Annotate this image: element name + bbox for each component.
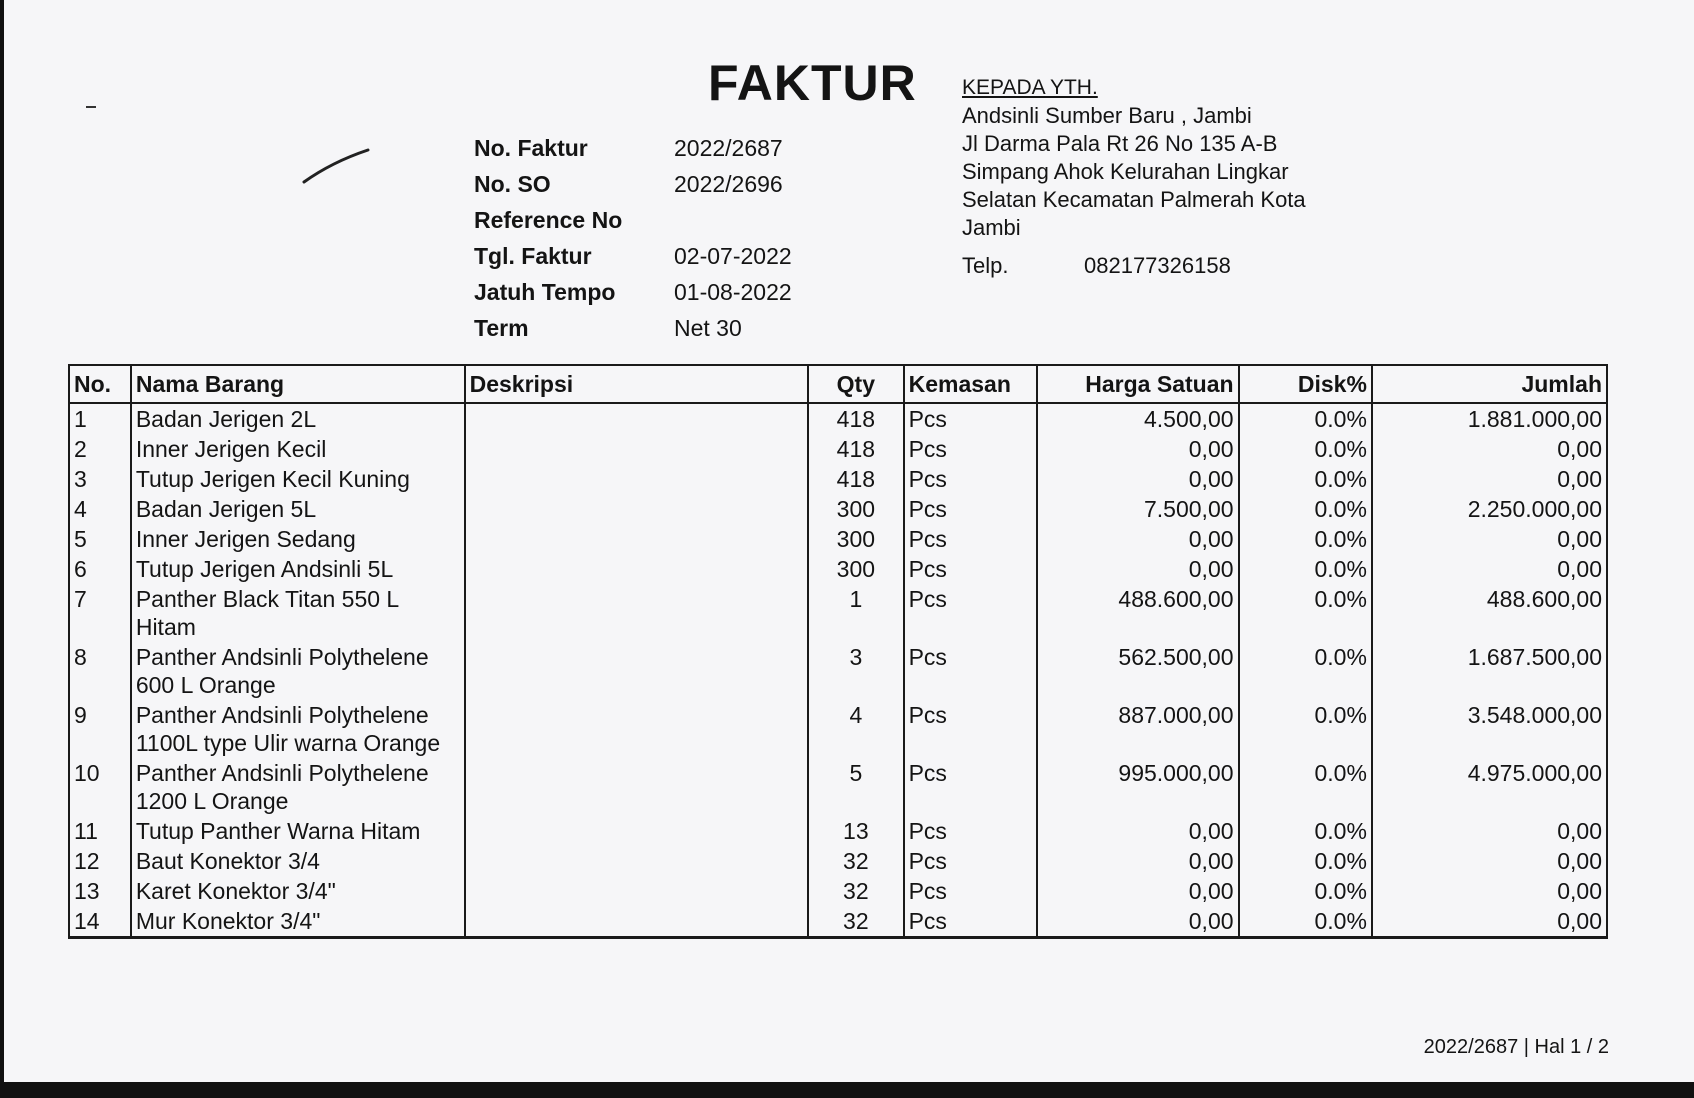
cell-jumlah: 1.881.000,00 (1372, 403, 1607, 434)
header-jumlah: Jumlah (1372, 365, 1607, 403)
cell-harga: 887.000,00 (1037, 700, 1238, 758)
recipient-heading: KEPADA YTH. (962, 76, 1098, 99)
cell-disk: 0.0% (1239, 700, 1372, 758)
cell-kemasan: Pcs (904, 524, 1038, 554)
cell-kemasan: Pcs (904, 642, 1038, 700)
cell-jumlah: 0,00 (1372, 524, 1607, 554)
cell-kemasan: Pcs (904, 584, 1038, 642)
cell-qty: 32 (808, 876, 903, 906)
table-row (69, 816, 1607, 846)
cell-kemasan: Pcs (904, 816, 1038, 846)
cell-no: 9 (69, 700, 131, 758)
cell-kemasan: Pcs (904, 758, 1038, 816)
cell-no: 5 (69, 524, 131, 554)
cell-name: Baut Konektor 3/4 (131, 846, 465, 876)
cell-harga: 0,00 (1037, 876, 1238, 906)
cell-name: Panther Andsinli Polythelene 600 L Orange (131, 642, 465, 700)
cell-name: Panther Andsinli Polythelene 1100L type Ulir warna Orange (131, 700, 465, 758)
header-name: Nama Barang (131, 365, 465, 403)
cell-no: 8 (69, 642, 131, 700)
cell-qty: 300 (808, 494, 903, 524)
meta-row (474, 202, 834, 238)
table-row (69, 642, 1607, 700)
cell-disk: 0.0% (1239, 403, 1372, 434)
cell-harga: 0,00 (1037, 846, 1238, 876)
cell-harga: 4.500,00 (1037, 403, 1238, 434)
cell-kemasan: Pcs (904, 464, 1038, 494)
cell-name: Panther Black Titan 550 L Hitam (131, 584, 465, 642)
cell-no: 4 (69, 494, 131, 524)
cell-name: Panther Andsinli Polythelene 1200 L Orange (131, 758, 465, 816)
table-row (69, 494, 1607, 524)
cell-no: 1 (69, 403, 131, 434)
document-title: FAKTUR (708, 55, 917, 111)
cell-disk: 0.0% (1239, 464, 1372, 494)
cell-no: 14 (69, 906, 131, 938)
header-harga: Harga Satuan (1037, 365, 1238, 403)
cell-qty: 32 (808, 906, 903, 938)
cell-disk: 0.0% (1239, 584, 1372, 642)
meta-value: 2022/2687 (674, 134, 783, 161)
cell-harga: 0,00 (1037, 434, 1238, 464)
cell-name: Tutup Jerigen Andsinli 5L (131, 554, 465, 584)
cell-qty: 32 (808, 846, 903, 876)
cell-no: 11 (69, 816, 131, 846)
cell-harga: 0,00 (1037, 464, 1238, 494)
cell-jumlah: 2.250.000,00 (1372, 494, 1607, 524)
cell-disk: 0.0% (1239, 758, 1372, 816)
meta-label: Jatuh Tempo (474, 278, 616, 305)
cell-kemasan: Pcs (904, 906, 1038, 938)
page-indicator: 2022/2687 | Hal 1 / 2 (1423, 1036, 1609, 1058)
cell-jumlah: 0,00 (1372, 816, 1607, 846)
meta-row (474, 238, 834, 274)
header-disk: Disk% (1239, 365, 1372, 403)
cell-desc (465, 464, 809, 494)
meta-label: No. SO (474, 170, 551, 197)
cell-kemasan: Pcs (904, 876, 1038, 906)
cell-kemasan: Pcs (904, 494, 1038, 524)
meta-value: Net 30 (674, 314, 742, 341)
header-kemasan: Kemasan (904, 365, 1038, 403)
header-desc: Deskripsi (465, 365, 809, 403)
header-qty: Qty (808, 365, 903, 403)
cell-disk: 0.0% (1239, 524, 1372, 554)
cell-desc (465, 403, 809, 434)
cell-no: 3 (69, 464, 131, 494)
cell-harga: 0,00 (1037, 524, 1238, 554)
cell-qty: 418 (808, 464, 903, 494)
cell-desc (465, 554, 809, 584)
cell-desc (465, 816, 809, 846)
cell-qty: 1 (808, 584, 903, 642)
meta-row (474, 274, 834, 310)
cell-no: 10 (69, 758, 131, 816)
cell-harga: 488.600,00 (1037, 584, 1238, 642)
cell-disk: 0.0% (1239, 494, 1372, 524)
table-row (69, 846, 1607, 876)
cell-disk: 0.0% (1239, 846, 1372, 876)
cell-no: 12 (69, 846, 131, 876)
cell-disk: 0.0% (1239, 434, 1372, 464)
cell-qty: 5 (808, 758, 903, 816)
cell-disk: 0.0% (1239, 816, 1372, 846)
cell-jumlah: 0,00 (1372, 846, 1607, 876)
recipient-block (962, 74, 1382, 280)
cell-desc (465, 584, 809, 642)
table-row (69, 524, 1607, 554)
cell-kemasan: Pcs (904, 846, 1038, 876)
cell-desc (465, 494, 809, 524)
cell-harga: 0,00 (1037, 906, 1238, 938)
recipient-address: Jl Darma Pala Rt 26 No 135 A-B Simpang Ahok Kelurahan Lingkar Selatan Kecamatan Palmerah Kota Jambi (962, 131, 1306, 240)
meta-label: Reference No (474, 206, 623, 233)
cell-qty: 418 (808, 434, 903, 464)
cell-desc (465, 846, 809, 876)
table-row (69, 876, 1607, 906)
cell-qty: 4 (808, 700, 903, 758)
cell-jumlah: 0,00 (1372, 464, 1607, 494)
pen-dash-mark (86, 106, 96, 108)
table-row (69, 554, 1607, 584)
table-row (69, 403, 1607, 434)
cell-name: Inner Jerigen Sedang (131, 524, 465, 554)
table-row (69, 584, 1607, 642)
cell-desc (465, 700, 809, 758)
cell-name: Badan Jerigen 2L (131, 403, 465, 434)
meta-value: 01-08-2022 (674, 278, 792, 305)
cell-name: Karet Konektor 3/4" (131, 876, 465, 906)
cell-kemasan: Pcs (904, 434, 1038, 464)
cell-name: Inner Jerigen Kecil (131, 434, 465, 464)
cell-kemasan: Pcs (904, 700, 1038, 758)
cell-qty: 418 (808, 403, 903, 434)
meta-row (474, 130, 834, 166)
table-row (69, 758, 1607, 816)
cell-harga: 0,00 (1037, 554, 1238, 584)
cell-harga: 562.500,00 (1037, 642, 1238, 700)
items-table (68, 364, 1608, 939)
cell-desc (465, 642, 809, 700)
cell-jumlah: 1.687.500,00 (1372, 642, 1607, 700)
header-no: No. (69, 365, 131, 403)
recipient-name: Andsinli Sumber Baru , Jambi (962, 103, 1252, 128)
cell-no: 6 (69, 554, 131, 584)
phone-value: 082177326158 (1084, 253, 1231, 278)
cell-jumlah: 4.975.000,00 (1372, 758, 1607, 816)
invoice-meta (474, 130, 834, 346)
cell-name: Tutup Jerigen Kecil Kuning (131, 464, 465, 494)
table-row (69, 700, 1607, 758)
table-row (69, 464, 1607, 494)
cell-qty: 300 (808, 554, 903, 584)
cell-qty: 300 (808, 524, 903, 554)
cell-desc (465, 906, 809, 938)
cell-name: Badan Jerigen 5L (131, 494, 465, 524)
cell-jumlah: 3.548.000,00 (1372, 700, 1607, 758)
cell-jumlah: 0,00 (1372, 434, 1607, 464)
cell-kemasan: Pcs (904, 554, 1038, 584)
cell-qty: 3 (808, 642, 903, 700)
cell-no: 2 (69, 434, 131, 464)
meta-label: Tgl. Faktur (474, 242, 592, 269)
cell-jumlah: 0,00 (1372, 876, 1607, 906)
meta-row (474, 310, 834, 346)
cell-disk: 0.0% (1239, 642, 1372, 700)
cell-name: Tutup Panther Warna Hitam (131, 816, 465, 846)
cell-desc (465, 876, 809, 906)
meta-row (474, 166, 834, 202)
cell-harga: 995.000,00 (1037, 758, 1238, 816)
cell-kemasan: Pcs (904, 403, 1038, 434)
cell-disk: 0.0% (1239, 906, 1372, 938)
cell-desc (465, 524, 809, 554)
cell-qty: 13 (808, 816, 903, 846)
pen-stroke-mark (302, 146, 372, 186)
meta-value: 02-07-2022 (674, 242, 792, 269)
cell-desc (465, 758, 809, 816)
cell-jumlah: 488.600,00 (1372, 584, 1607, 642)
meta-label: Term (474, 314, 529, 341)
phone-label: Telp. (962, 253, 1009, 278)
cell-disk: 0.0% (1239, 876, 1372, 906)
table-row (69, 434, 1607, 464)
cell-harga: 0,00 (1037, 816, 1238, 846)
cell-jumlah: 0,00 (1372, 906, 1607, 938)
table-header-row (69, 365, 1607, 403)
cell-desc (465, 434, 809, 464)
invoice-page (4, 0, 1694, 1082)
cell-harga: 7.500,00 (1037, 494, 1238, 524)
meta-value: 2022/2696 (674, 170, 783, 197)
cell-no: 13 (69, 876, 131, 906)
meta-label: No. Faktur (474, 134, 588, 161)
cell-jumlah: 0,00 (1372, 554, 1607, 584)
cell-disk: 0.0% (1239, 554, 1372, 584)
recipient-phone (962, 252, 1382, 280)
cell-no: 7 (69, 584, 131, 642)
cell-name: Mur Konektor 3/4" (131, 906, 465, 938)
table-row (69, 906, 1607, 938)
